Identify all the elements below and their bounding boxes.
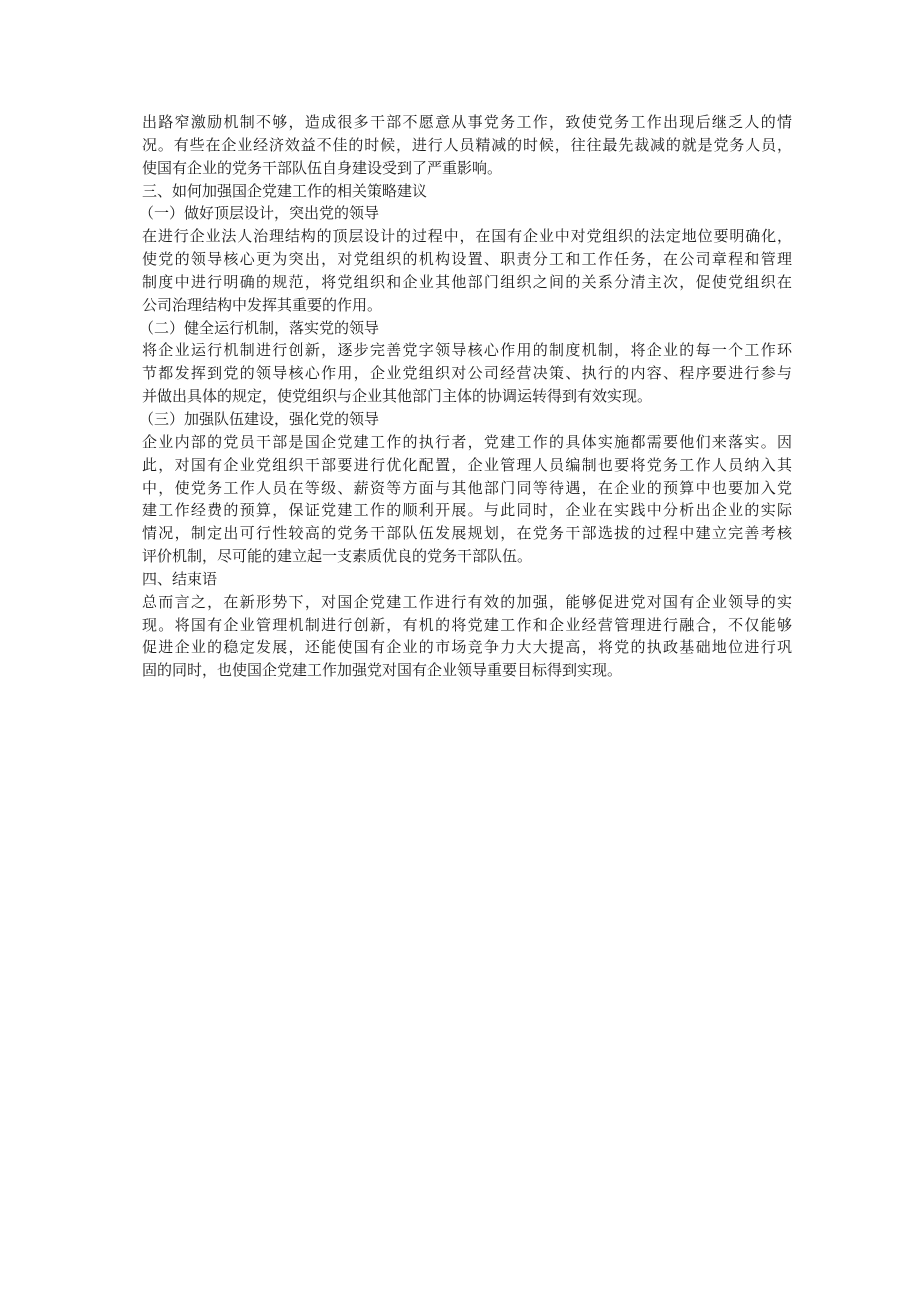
body-text-line: 企业内部的党员干部是国企党建工作的执行者，党建工作的具体实施都需要他们来落实。因 [142,432,792,451]
body-text-line: 中，使党务工作人员在等级、薪资等方面与其他部门同等待遇，在企业的预算中也要加入党 [142,478,792,497]
body-text-line: 促进企业的稳定发展，还能使国有企业的市场竞争力大大提高，将党的执政基础地位进行巩 [142,638,792,657]
body-text-line: 将企业运行机制进行创新，逐步完善党字领导核心作用的制度机制，将企业的每一个工作环 [142,341,792,360]
body-text-line: 制度中进行明确的规范，将党组织和企业其他部门组织之间的关系分清主次，促使党组织在 [142,272,792,291]
document-body [139,111,792,682]
body-text-line: 在进行企业法人治理结构的顶层设计的过程中，在国有企业中对党组织的法定地位要明确化， [142,227,792,246]
body-text-line: 出路窄激励机制不够，造成很多干部不愿意从事党务工作，致使党务工作出现后继乏人的情 [142,113,792,131]
body-text-line: 使党的领导核心更为突出，对党组织的机构设置、职责分工和工作任务，在公司章程和管理 [142,250,792,269]
body-text-line: 固的同时，也使国企党建工作加强党对国有企业领导重要目标得到实现。 [142,661,623,680]
body-text-line: 评价机制，尽可能的建立起一支素质优良的党务干部队伍。 [142,547,533,566]
body-text-line: 现。将国有企业管理机制进行创新，有机的将党建工作和企业经营管理进行融合，不仅能够 [142,615,792,634]
body-text-line: 总而言之，在新形势下，对国企党建工作进行有效的加强，能够促进党对国有企业领导的实 [142,592,792,611]
body-text-line: 节都发挥到党的领导核心作用，企业党组织对公司经营决策、执行的内容、程序要进行参与 [142,364,792,383]
subsection-heading: （二）健全运行机制，落实党的领导 [139,318,380,337]
body-text-line: 使国有企业的党务干部队伍自身建设受到了严重影响。 [142,158,503,177]
body-text-line: 情况，制定出可行性较高的党务干部队伍发展规划，在党务干部选拔的过程中建立完善考核 [142,524,792,543]
subsection-heading: （一）做好顶层设计，突出党的领导 [139,204,380,223]
subsection-heading: （三）加强队伍建设，强化党的领导 [139,409,380,428]
document-page [139,111,792,682]
body-text-line: 并做出具体的规定，使党组织与企业其他部门主体的协调运转得到有效实现。 [142,387,653,406]
section-heading: 三、如何加强国企党建工作的相关策略建议 [142,181,428,200]
section-heading: 四、结束语 [142,569,218,588]
body-text-line: 此，对国有企业党组织干部要进行优化配置，企业管理人员编制也要将党务工作人员纳入其 [142,455,792,474]
body-text-line: 建工作经费的预算，保证党建工作的顺利开展。与此同时，企业在实践中分析出企业的实际 [142,501,792,520]
body-text-line: 况。有些在企业经济效益不佳的时候，进行人员精减的时候，往往最先裁减的就是党务人员， [142,135,792,154]
body-text-line: 公司治理结构中发挥其重要的作用。 [142,295,383,314]
